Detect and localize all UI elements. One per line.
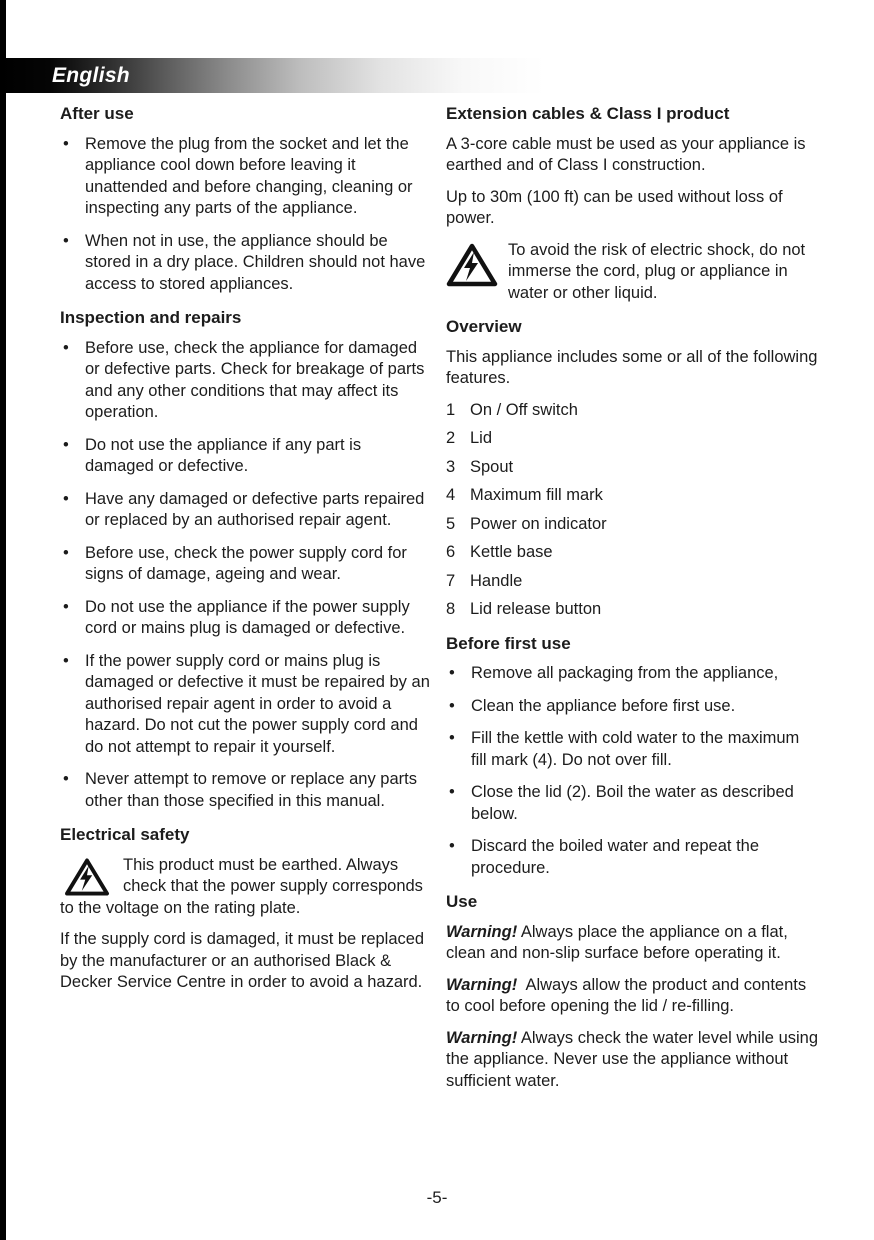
list-item: [446, 663, 818, 685]
bullet-glyph: •: [63, 489, 69, 508]
feature-number: 3: [446, 457, 456, 476]
feature-label: Power on indicator: [470, 514, 607, 533]
overview-intro: This appliance includes some or all of the following features.: [446, 347, 818, 387]
list-item: [60, 543, 432, 586]
immersion-warning-text: To avoid the risk of electric shock, do not immerse the cord, plug or appliance in water or other liquid.: [508, 240, 806, 302]
list-item-text: Do not use the appliance if the power supply cord or mains plug is damaged or defective.: [85, 597, 410, 637]
list-item-text: Clean the appliance before first use.: [471, 696, 736, 715]
section-heading-electrical-safety: Electrical safety: [60, 825, 190, 844]
feature-label: On / Off switch: [470, 400, 578, 419]
page-body: [60, 103, 823, 1102]
earthing-warning-text: This product must be earthed. Always check that the power supply corresponds to the voltage on the rating plate.: [60, 855, 423, 917]
feature-label: Kettle base: [470, 543, 553, 561]
warning-paragraph: [446, 922, 818, 965]
list-item: [60, 231, 432, 296]
list-item: [446, 836, 818, 879]
left-column: [60, 103, 432, 1102]
warning-paragraph: [446, 975, 818, 1018]
feature-number: 2: [446, 429, 456, 447]
bullet-glyph: •: [449, 729, 455, 747]
list-item: [446, 728, 818, 771]
feature-number: 8: [446, 600, 456, 618]
list-item-text: Remove the plug from the socket and let the appliance cool down before leaving it unattended and before changing, cleaning or inspecting any parts of the appliance.: [85, 134, 413, 217]
list-item-text: Fill the kettle with cold water to the maximum fill mark (4). Do not over fill.: [471, 729, 800, 769]
extension-paragraph-1: A 3-core cable must be used as your appliance is earthed and of Class I construction.: [446, 134, 806, 174]
list-item: [60, 338, 432, 424]
list-item: [60, 769, 432, 812]
warning-prefix: Warning!: [446, 922, 518, 941]
feature-item: [446, 514, 818, 536]
page-number: -5-: [426, 1188, 448, 1207]
list-item-text: Do not use the appliance if any part is damaged or defective.: [85, 435, 362, 475]
list-item-text: Remove all packaging from the appliance,: [471, 664, 779, 682]
bullet-glyph: •: [63, 338, 69, 357]
warning-prefix: Warning!: [446, 975, 518, 994]
warning-paragraph: [446, 1028, 823, 1093]
bullet-glyph: •: [449, 837, 455, 855]
feature-label: Lid release button: [470, 600, 602, 618]
feature-label: Lid: [470, 429, 493, 447]
page-left-edge-bar: [0, 0, 6, 1240]
electric-shock-warning-icon: [446, 242, 498, 288]
list-item: [60, 597, 432, 640]
feature-item: [446, 571, 818, 593]
section-heading-after-use: After use: [60, 104, 134, 123]
list-item: [446, 696, 818, 718]
list-item-text: Before use, check the appliance for damaged or defective parts. Check for breakage of parts and any other conditions that may affect its operation.: [85, 338, 425, 421]
list-item-text: Before use, check the power supply cord for signs of damage, ageing and wear.: [85, 543, 407, 583]
feature-item: [446, 457, 818, 479]
list-item-text: Close the lid (2). Boil the water as described below.: [471, 783, 794, 823]
list-item: [446, 782, 818, 825]
feature-item: [446, 485, 818, 507]
feature-label: Spout: [470, 457, 514, 476]
list-item-text: Discard the boiled water and repeat the procedure.: [471, 837, 760, 877]
supply-cord-paragraph: If the supply cord is damaged, it must be replaced by the manufacturer or an authorised Black & Decker Service Centre in order to avoid a hazard.: [60, 930, 425, 991]
bullet-glyph: •: [449, 664, 455, 682]
list-item-text: When not in use, the appliance should be stored in a dry place. Children should not have access to stored appliances.: [85, 231, 426, 293]
section-heading-overview: Overview: [446, 317, 522, 336]
section-heading-use: Use: [446, 892, 478, 911]
feature-item: [446, 428, 818, 450]
warning-text: Always allow the product and contents to cool before opening the lid / re-filling.: [446, 975, 811, 1015]
feature-number: 1: [446, 400, 456, 419]
list-item: [60, 435, 432, 478]
language-title: English: [52, 63, 130, 87]
bullet-glyph: •: [63, 651, 69, 670]
bullet-glyph: •: [63, 597, 69, 616]
list-item: [60, 489, 432, 532]
earthing-warning: [60, 855, 432, 920]
feature-label: Handle: [470, 571, 523, 590]
bullet-glyph: •: [63, 435, 69, 454]
feature-number: 7: [446, 571, 456, 590]
bullet-glyph: •: [63, 770, 69, 788]
immersion-warning: [446, 240, 818, 305]
warning-text: Always check the water level while using the appliance. Never use the appliance without sufficient water.: [446, 1028, 823, 1090]
bullet-glyph: •: [63, 543, 69, 562]
electric-shock-warning-icon: [60, 857, 114, 897]
feature-number: 6: [446, 543, 456, 561]
feature-item: [446, 542, 818, 564]
bullet-glyph: •: [449, 696, 455, 715]
list-item-text: If the power supply cord or mains plug is damaged or defective it must be repaired by an authorised repair agent in order to avoid a hazard. Do not cut the power supply cord and do not attempt to repair it yourself.: [85, 651, 430, 756]
warning-text: Always place the appliance on a flat, clean and non-slip surface before operating it.: [446, 922, 793, 962]
feature-item: [446, 599, 818, 621]
section-heading-extension-cables: Extension cables & Class I product: [446, 104, 730, 123]
warning-prefix: Warning!: [446, 1028, 518, 1047]
list-item-text: Have any damaged or defective parts repaired or replaced by an authorised repair agent.: [85, 489, 425, 529]
list-item: [60, 651, 432, 759]
feature-label: Maximum fill mark: [470, 486, 603, 504]
feature-number: 5: [446, 514, 456, 533]
list-item-text: Never attempt to remove or replace any parts other than those specified in this manual.: [85, 770, 417, 810]
bullet-glyph: •: [449, 783, 455, 801]
list-item: [60, 134, 432, 220]
language-section-header: [0, 58, 545, 93]
bullet-glyph: •: [63, 134, 69, 153]
right-column: [446, 103, 823, 1102]
feature-item: [446, 400, 818, 422]
feature-number: 4: [446, 486, 456, 504]
extension-paragraph-2: Up to 30m (100 ft) can be used without loss of power.: [446, 187, 783, 227]
section-heading-inspection: Inspection and repairs: [60, 308, 242, 327]
section-heading-before-first-use: Before first use: [446, 633, 571, 653]
bullet-glyph: •: [63, 231, 69, 250]
